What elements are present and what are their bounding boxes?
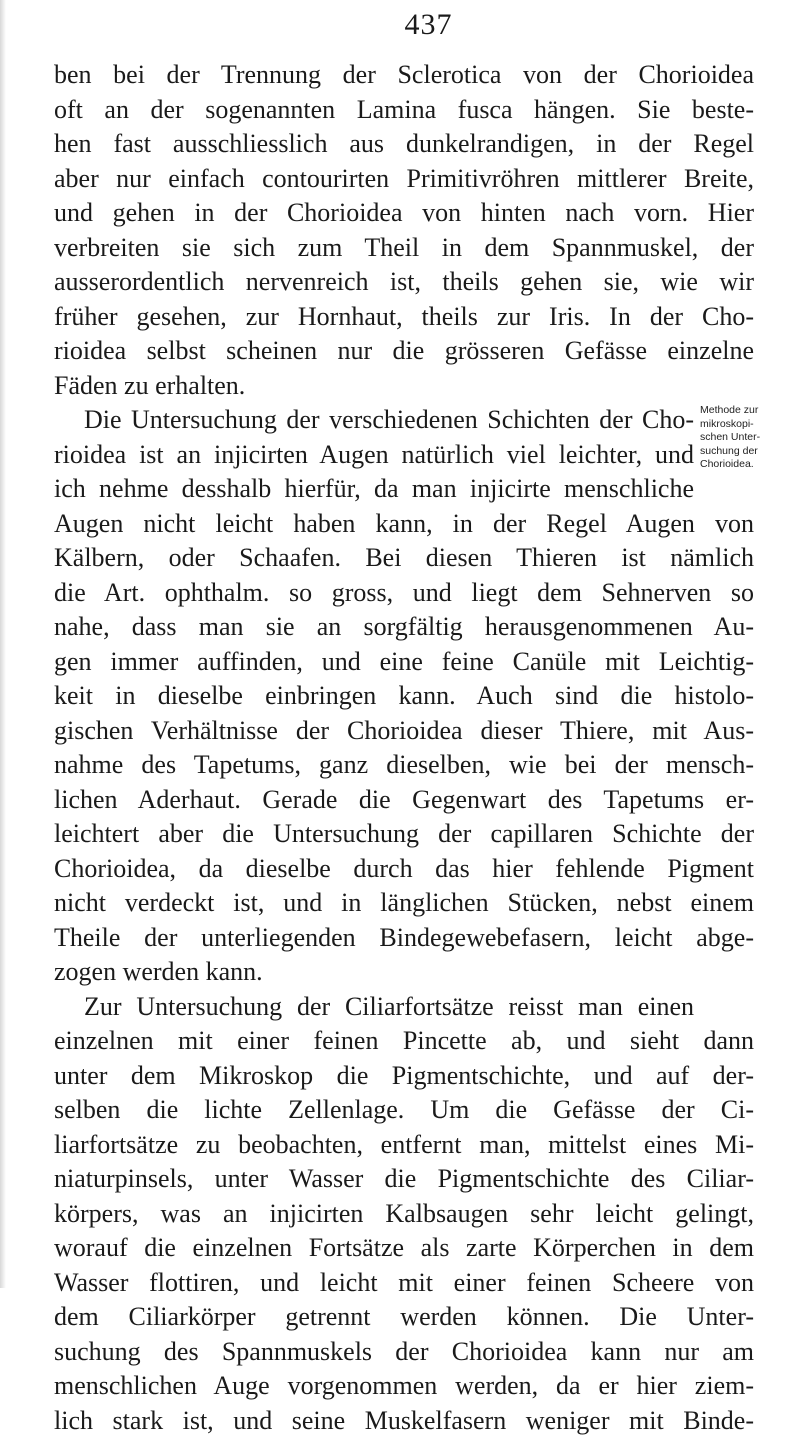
margin-note [700, 404, 795, 472]
text-line: ben bei der Trennung der Sclerotica von der Chorioidea [54, 58, 754, 93]
text-line: gen immer auffinden, und eine feine Canüle mit Leichtig- [54, 645, 754, 680]
text-line: Kälbern, oder Schaafen. Bei diesen Thieren ist nämlich [54, 541, 754, 576]
text-line: aber nur einfach contourirten Primitivröhren mittlerer Breite, [54, 162, 754, 197]
text-line: früher gesehen, zur Hornhaut, theils zur Iris. In der Cho- [54, 300, 754, 335]
text-line: liarfortsätze zu beobachten, entfernt man, mittelst eines Mi- [54, 1128, 754, 1163]
text-line: Fäden zu erhalten. [54, 369, 754, 404]
text-line: leichtert aber die Untersuchung der capillaren Schichte der [54, 817, 754, 852]
text-line: unter dem Mikroskop die Pigmentschichte, und auf der- [54, 1059, 754, 1094]
text-line: dem Ciliarkörper getrennt werden können. Die Unter- [54, 1300, 754, 1335]
text-line: lichen Aderhaut. Gerade die Gegenwart des Tapetums er- [54, 783, 754, 818]
margin-note-line: suchung der [700, 445, 795, 459]
margin-note-line: Methode zur [700, 404, 795, 418]
text-line: Chorioidea, da dieselbe durch das hier fehlende Pigment [54, 852, 754, 887]
text-line: und gehen in der Chorioidea von hinten nach vorn. Hier [54, 196, 754, 231]
text-line: gischen Verhältnisse der Chorioidea dieser Thiere, mit Aus- [54, 714, 754, 749]
text-line: keit in dieselbe einbringen kann. Auch sind die histolo- [54, 679, 754, 714]
text-line: lich stark ist, und seine Muskelfasern weniger mit Binde- [54, 1404, 754, 1438]
page-number: 437 [28, 8, 801, 42]
text-line: oft an der sogenannten Lamina fusca hängen. Sie beste- [54, 93, 754, 128]
text-line: hen fast ausschliesslich aus dunkelrandigen, in der Regel [54, 127, 754, 162]
text-line: zogen werden kann. [54, 955, 754, 990]
text-line: menschlichen Auge vorgenommen werden, da er hier ziem- [54, 1369, 754, 1404]
text-line: Theile der unterliegenden Bindegewebefasern, leicht abge- [54, 921, 754, 956]
text-line: ich nehme desshalb hierfür, da man injicirte menschliche [54, 472, 694, 507]
text-line: rioidea selbst scheinen nur die grösseren Gefässe einzelne [54, 334, 754, 369]
text-line: selben die lichte Zellenlage. Um die Gefässe der Ci- [54, 1093, 754, 1128]
text-line: Augen nicht leicht haben kann, in der Regel Augen von [54, 507, 754, 542]
text-line: einzelnen mit einer feinen Pincette ab, und sieht dann [54, 1024, 754, 1059]
page-edge-shadow [0, 0, 6, 1288]
text-line: verbreiten sie sich zum Theil in dem Spannmuskel, der [54, 231, 754, 266]
text-line: suchung des Spannmuskels der Chorioidea kann nur am [54, 1335, 754, 1370]
margin-note-line: Chorioidea. [700, 458, 795, 472]
text-line: nicht verdeckt ist, und in länglichen Stücken, nebst einem [54, 886, 754, 921]
text-line: nahme des Tapetums, ganz dieselben, wie bei der mensch- [54, 748, 754, 783]
text-line: Zur Untersuchung der Ciliarfortsätze reisst man einen [54, 990, 694, 1025]
text-line: Wasser flottiren, und leicht mit einer feinen Scheere von [54, 1266, 754, 1301]
text-line: die Art. ophthalm. so gross, und liegt dem Sehnerven so [54, 576, 754, 611]
text-line: ausserordentlich nervenreich ist, theils gehen sie, wie wir [54, 265, 754, 300]
text-line: rioidea ist an injicirten Augen natürlich viel leichter, und [54, 438, 694, 473]
margin-note-line: schen Unter- [700, 431, 795, 445]
text-line: nahe, dass man sie an sorgfältig herausgenommenen Au- [54, 610, 754, 645]
text-line: worauf die einzelnen Fortsätze als zarte Körperchen in dem [54, 1231, 754, 1266]
text-line: niaturpinsels, unter Wasser die Pigmentschichte des Ciliar- [54, 1162, 754, 1197]
text-line: körpers, was an injicirten Kalbsaugen sehr leicht gelingt, [54, 1197, 754, 1232]
margin-note-line: mikroskopi- [700, 418, 795, 432]
text-line: Die Untersuchung der verschiedenen Schichten der Cho- [54, 403, 694, 438]
body-text [54, 58, 754, 1438]
